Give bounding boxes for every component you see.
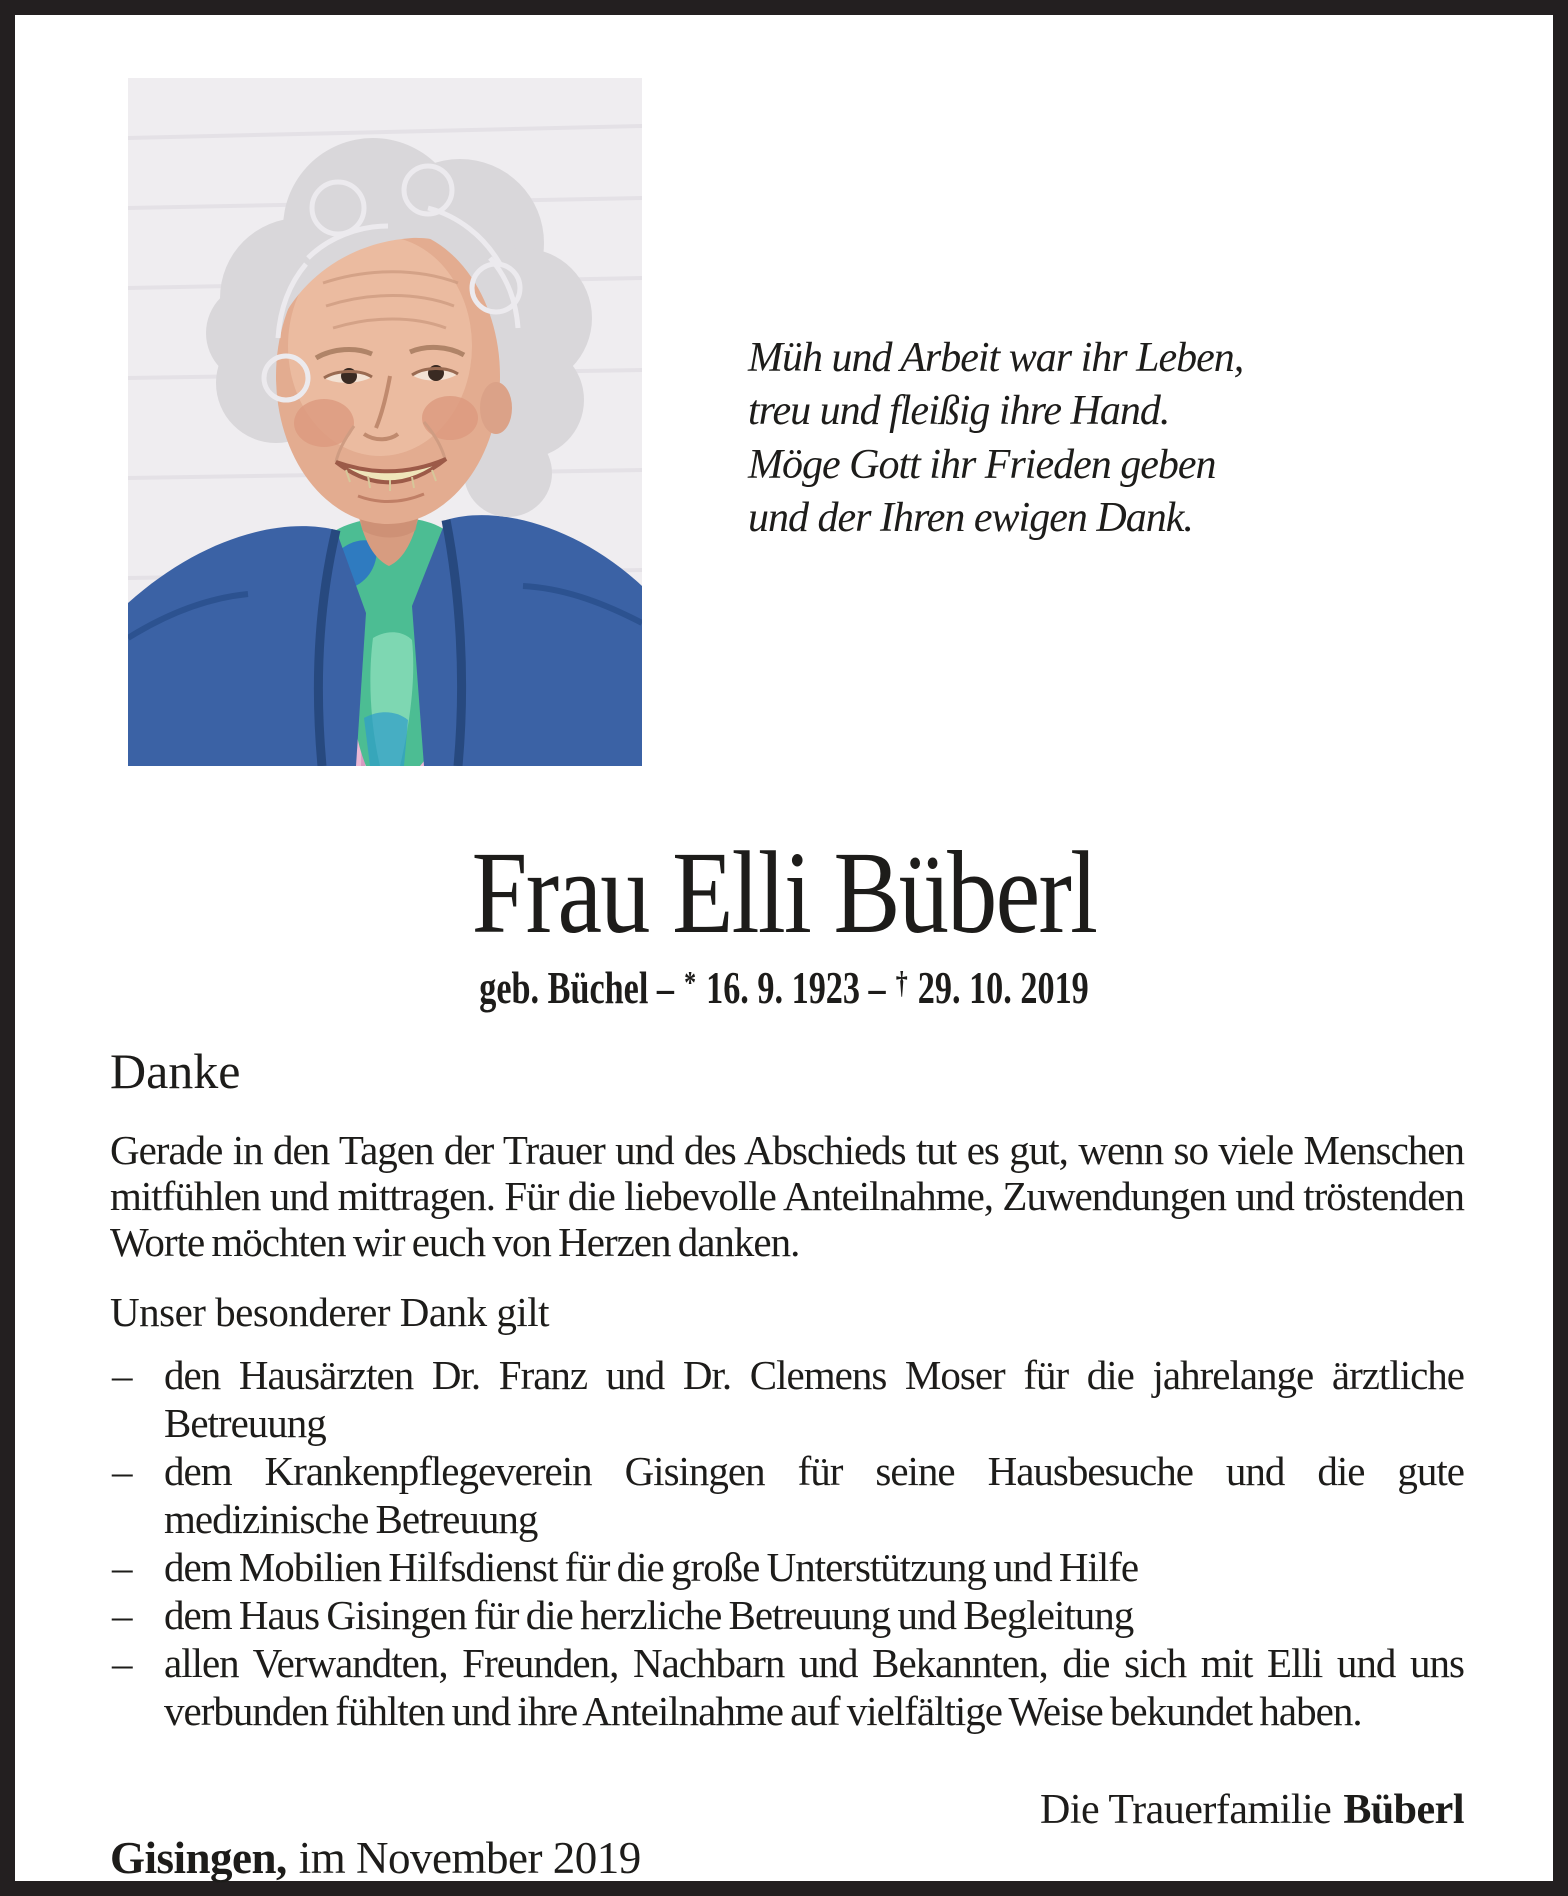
closing-line — [110, 1786, 1464, 1834]
separator-dash: – — [656, 963, 675, 1013]
portrait-illustration — [128, 78, 642, 766]
list-item-text: dem Mobilien Hilfsdienst für die große Unterstützung und Hilfe — [164, 1543, 1139, 1590]
birth-death-line — [188, 962, 1380, 1014]
thanks-heading: Danke — [110, 1043, 241, 1099]
thanks-paragraph: Gerade in den Tagen der Trauer und des Abschieds tut es gut, wenn so viele Menschen mitfühlen und mittragen. Für die liebevolle Anteilnahme, Zuwendungen und tröstenden Worte möchten wir euch von Herzen danken. — [110, 1127, 1464, 1265]
portrait-photo — [128, 78, 642, 766]
list-item — [110, 1640, 1464, 1736]
place-name: Gisingen, — [110, 1833, 287, 1883]
deceased-name: Frau Elli Büberl — [471, 827, 1097, 958]
death-date: 29. 10. 2019 — [917, 963, 1089, 1013]
list-item-text: den Hausärzten Dr. Franz und Dr. Clemens Moser für die jahrelange ärztliche Betreuung — [164, 1352, 1464, 1446]
death-cross-icon: † — [895, 964, 908, 1000]
place-date-line — [110, 1832, 641, 1884]
list-item — [110, 1448, 1464, 1544]
special-thanks-intro: Unser besonderer Dank gilt — [110, 1289, 550, 1335]
list-item-text: dem Haus Gisingen für die herzliche Betreuung und Begleitung — [164, 1591, 1134, 1638]
poem-line: treu und fleißig ihre Hand. — [748, 388, 1170, 435]
birth-date: 16. 9. 1923 — [706, 963, 861, 1013]
poem-line: und der Ihren ewigen Dank. — [748, 494, 1193, 541]
closing-prefix: Die Trauerfamilie — [1040, 1787, 1332, 1833]
maiden-name: geb. Büchel — [479, 963, 649, 1013]
poem-line: Müh und Arbeit war ihr Leben, — [748, 335, 1244, 381]
poem-line: Möge Gott ihr Frieden geben — [748, 441, 1216, 488]
family-name: Büberl — [1343, 1787, 1464, 1833]
dash-bullet: – — [112, 1352, 132, 1398]
dash-bullet: – — [112, 1591, 132, 1638]
memorial-poem — [748, 332, 1243, 545]
date-text: im November 2019 — [298, 1833, 641, 1883]
birth-star-icon: * — [684, 964, 697, 1000]
dash-bullet: – — [112, 1447, 132, 1494]
list-item — [110, 1592, 1464, 1640]
dash-bullet: – — [112, 1639, 132, 1686]
special-thanks-list — [110, 1352, 1464, 1736]
list-item — [110, 1352, 1464, 1448]
list-item-text: dem Krankenpflegeverein Gisingen für seine Hausbesuche und die gute medizinische Betreuung — [164, 1447, 1464, 1542]
list-item — [110, 1544, 1464, 1592]
list-item-text: allen Verwandten, Freunden, Nachbarn und Bekannten, die sich mit Elli und uns verbunden fühlten und ihre Anteilnahme auf vielfältige Weise bekundet haben. — [164, 1639, 1464, 1734]
separator-dash: – — [868, 963, 886, 1013]
dash-bullet: – — [112, 1543, 132, 1590]
